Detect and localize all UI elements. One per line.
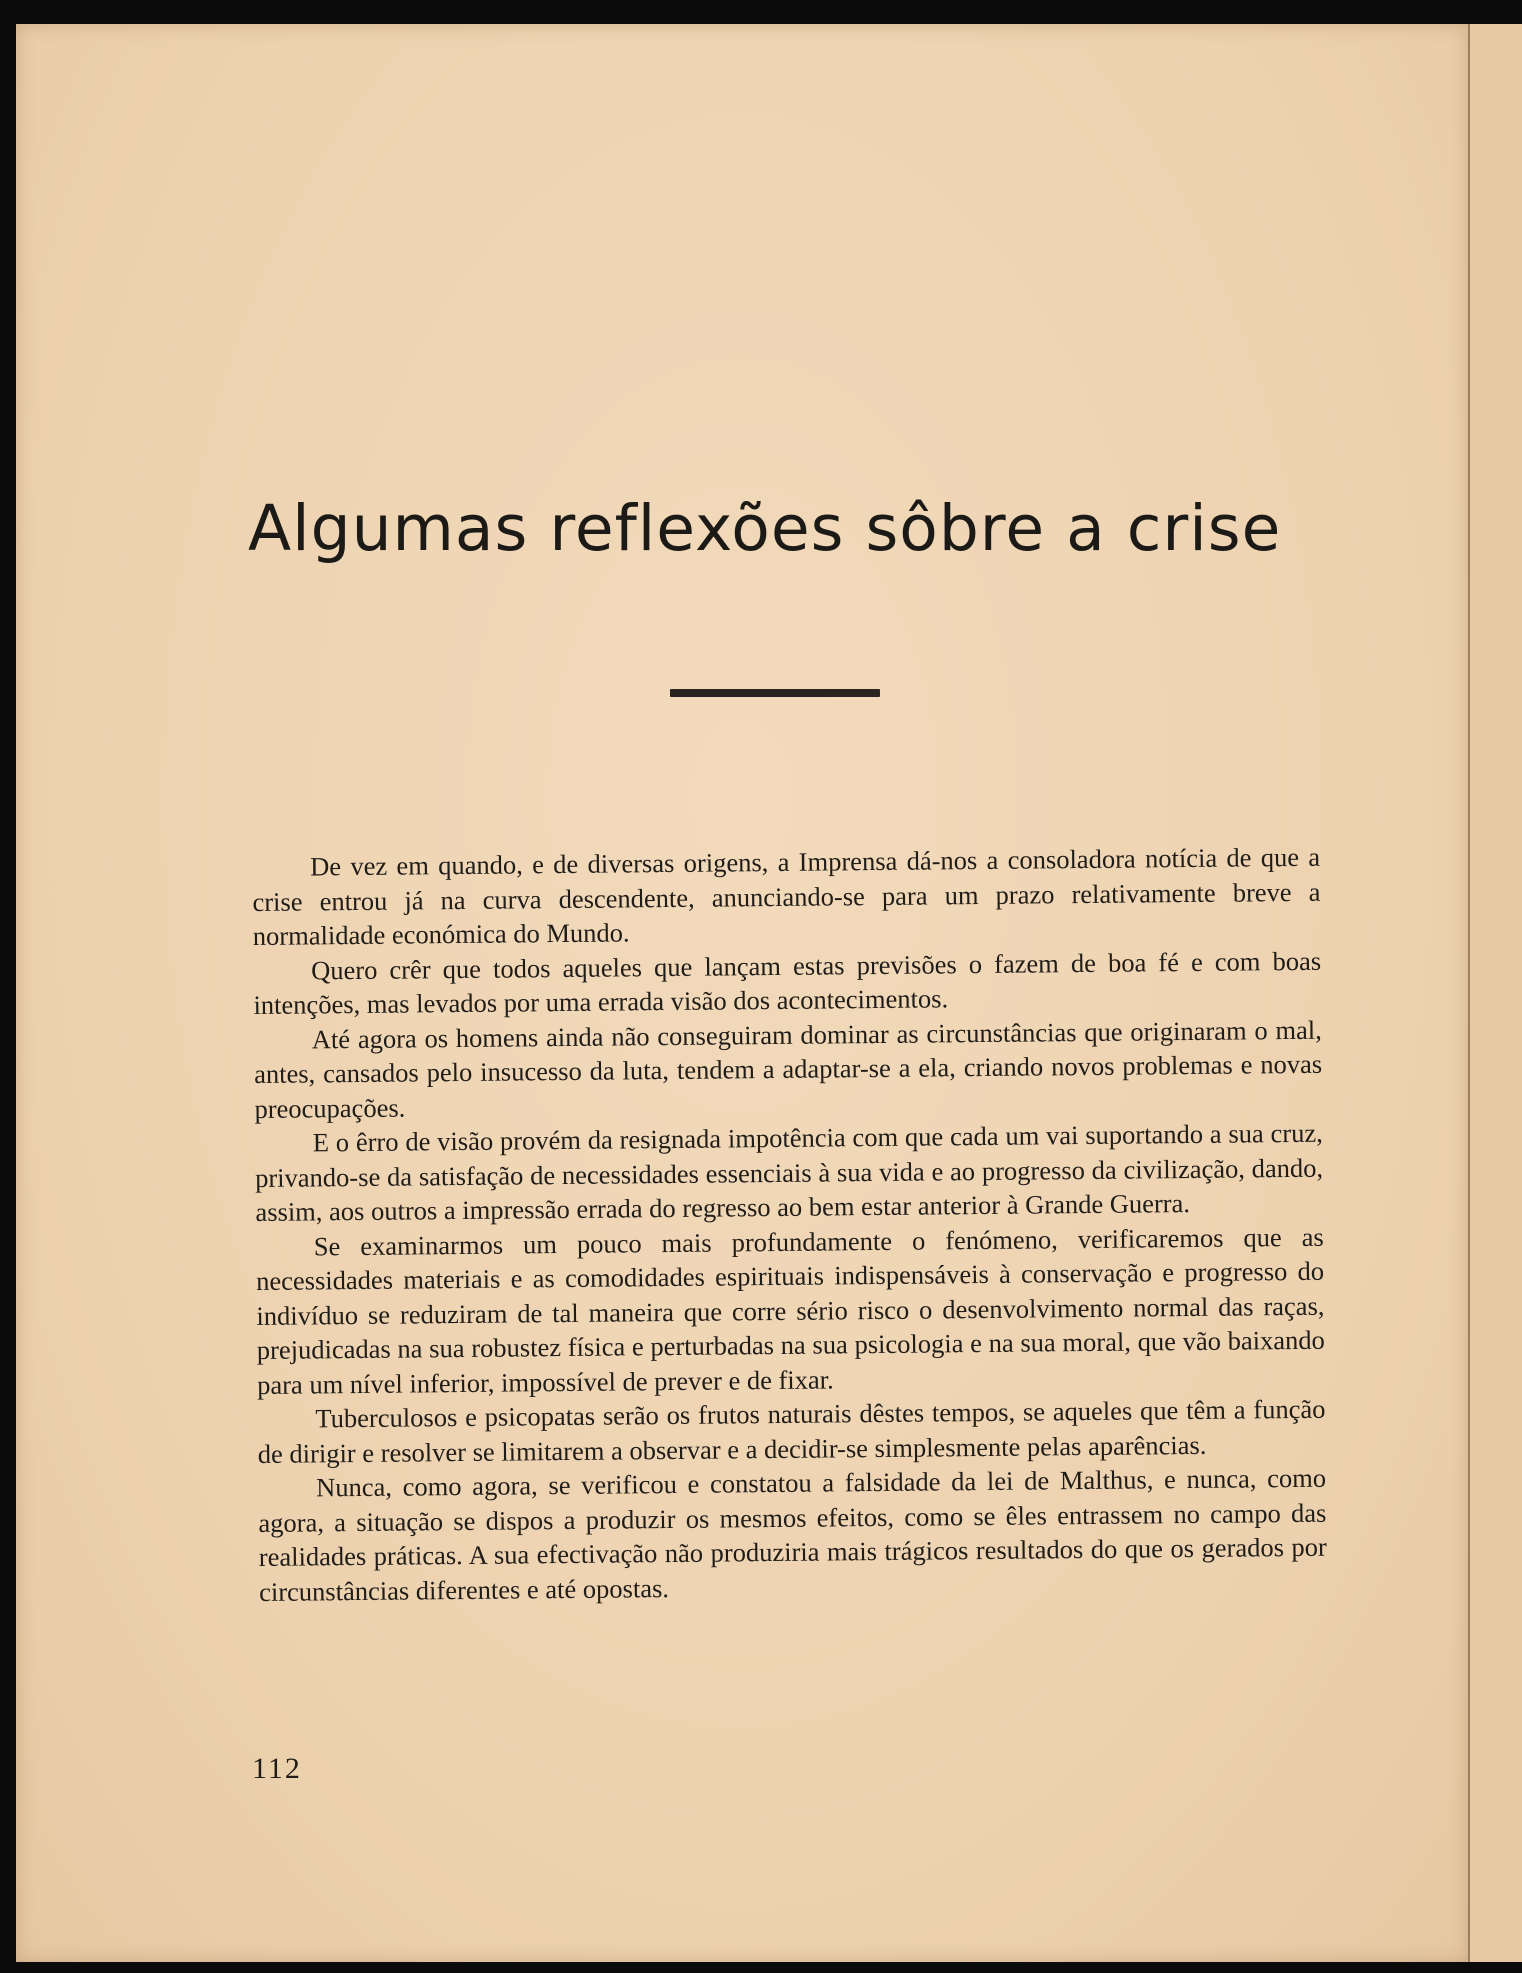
paragraph: De vez em quando, e de diversas origens, a Imprensa dá-nos a consoladora notícia de que a crise entrou já na curva descendente, anunciando-se para um prazo relativamente breve a normalidade económica do Mundo. — [252, 841, 1321, 951]
paragraph: Se examinarmos um pouco mais profundamente o fenómeno, verificaremos que as necessidades materiais e as comodidades espirituais indispensáveis à conservação e progresso do indivíduo se reduziram de tal maneira que corre sério risco o desenvolvimento normal das raças, prejudicadas na sua robustez física e perturbadas na sua psicologia e na sua moral, que vão baixando para um nível inferior, impossível de prever e de fixar. — [255, 1221, 1325, 1400]
paragraph: Até agora os homens ainda não conseguiram dominar as circunstâncias que originaram o mal, antes, cansados pelo insucesso da luta, tendem a adaptar-se a ela, criando novos problemas e novas preocupações. — [254, 1014, 1323, 1124]
article-body — [252, 840, 1327, 1609]
title-divider — [670, 689, 880, 697]
adjacent-page-edge — [1468, 24, 1522, 1962]
page-number: 112 — [252, 1752, 302, 1785]
paragraph: Tuberculosos e psicopatas serão os frutos naturais dêstes tempos, se aqueles que têm a função de dirigir e resolver se limitarem a observar e a decidir-se simplesmente pelas aparências. — [257, 1393, 1326, 1469]
paragraph: E o êrro de visão provém da resignada impotência com que cada um vai suportando a sua cruz, privando-se da satisfação de necessidades essenciais à sua vida e ao progresso da civilização, dando, assim, aos outros a impressão errada do regresso ao bem estar anterior à Grande Guerra. — [254, 1117, 1324, 1227]
paragraph: Quero crêr que todos aqueles que lançam estas previsões o fazem de boa fé e com boas intenções, mas levados por uma errada visão dos acontecimentos. — [253, 945, 1322, 1020]
book-page — [16, 24, 1468, 1962]
page-title: Algumas reflexões sôbre a crise — [248, 492, 1282, 565]
paragraph: Nunca, como agora, se verificou e constatou a falsidade da lei de Malthus, e nunca, como agora, a situação se dispos a produzir os mesmos efeitos, como se êles entrassem no campo das realidades práticas. A sua efectivação não produziria mais trágicos resultados do que os gerados por circunstâncias diferentes e até opostas. — [258, 1462, 1327, 1607]
